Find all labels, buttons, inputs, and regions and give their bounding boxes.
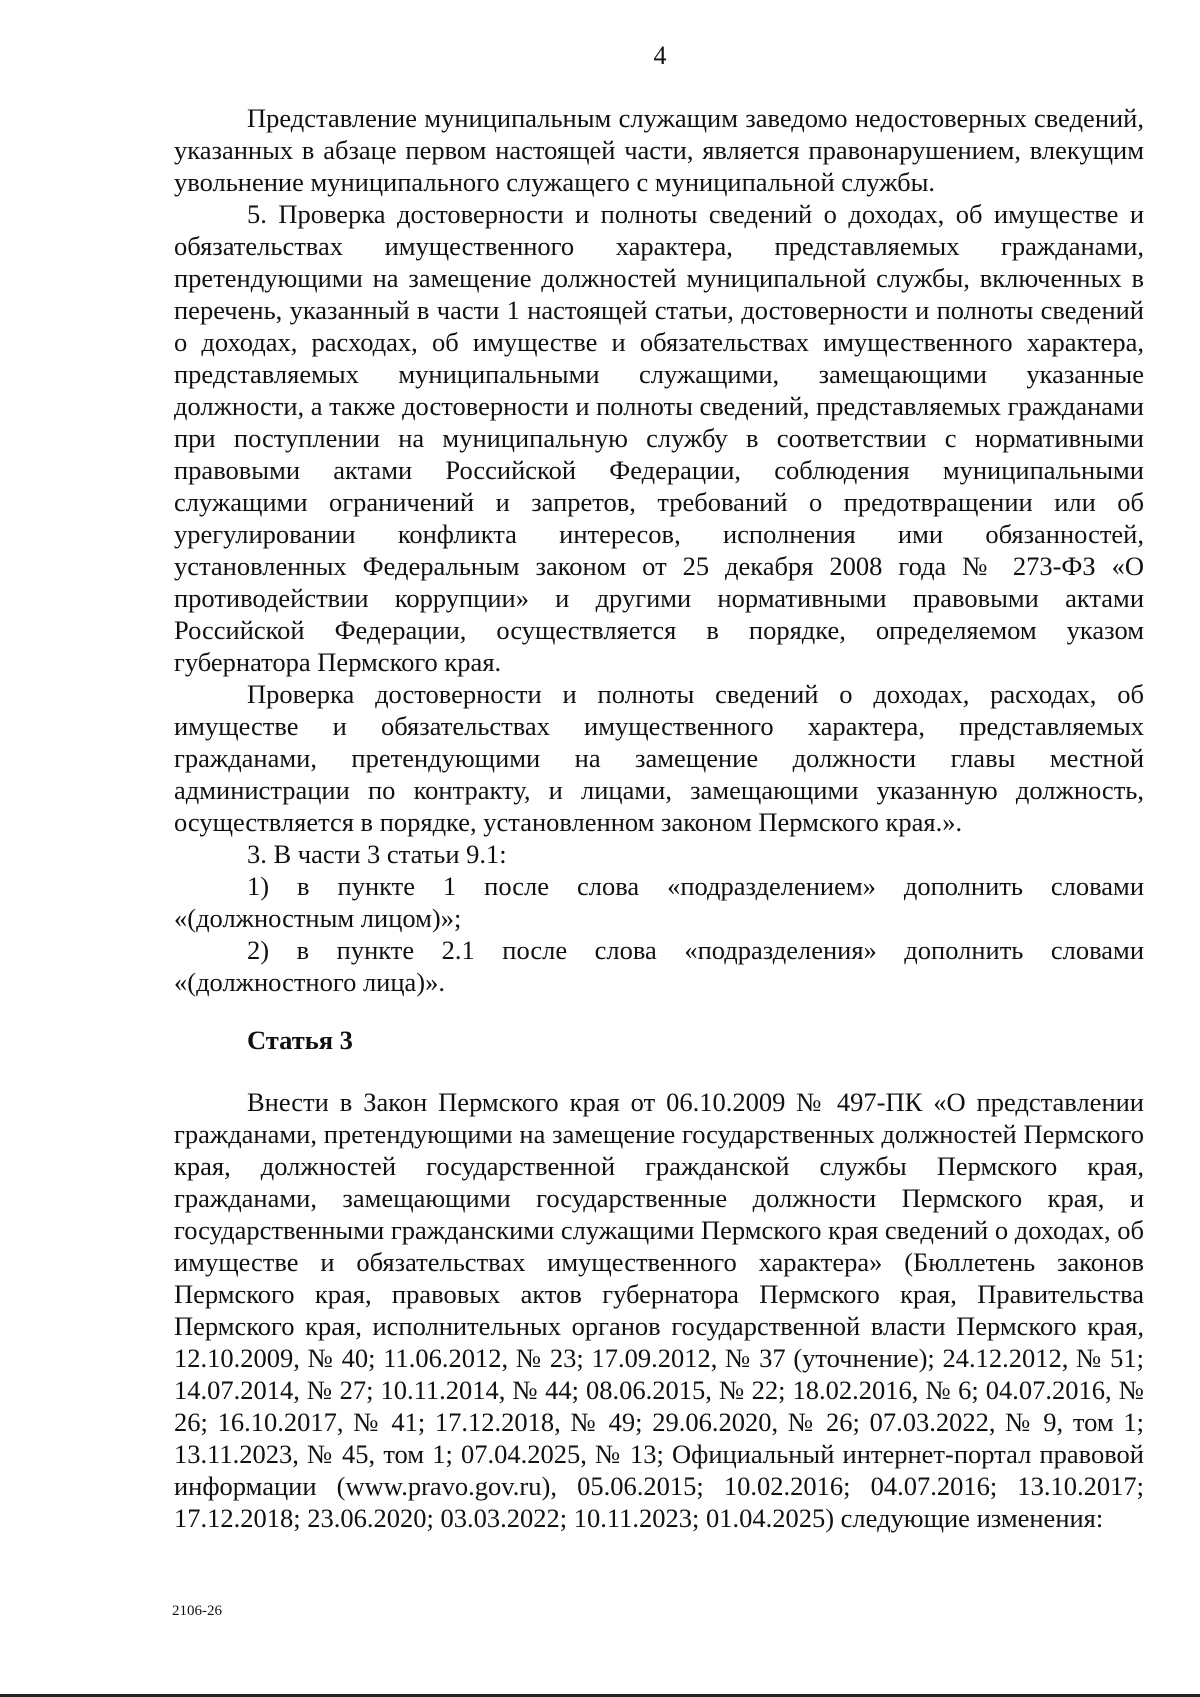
page-number: 4 xyxy=(653,41,667,70)
paragraph-head-of-administration-verification: Проверка достоверности и полноты сведений о доходах, расходах, об имуществе и обязательствах имущественного характера, представляемых гражданами, претендующими на замещение должности главы местной администрации по контракту, и лицами, замещающими указанную должность, осуществляется в порядке, установленном законом Пермского края.». xyxy=(174,679,1144,837)
spacer xyxy=(174,1056,1144,1086)
spacer xyxy=(174,998,1144,1024)
document-code: 2106-26 xyxy=(172,1603,222,1619)
paragraph-subitem-1: 1) в пункте 1 после слова «подразделением» дополнить словами «(должностным лицом)»; xyxy=(174,871,1144,933)
paragraph-item-5-verification: 5. Проверка достоверности и полноты сведений о доходах, об имуществе и обязательствах имущественного характера, представляемых гражданами, претендующими на замещение должностей муниципальной службы, включенных в перечень, указанный в части 1 настоящей статьи, достоверности и полноты сведений о доходах, расходах, об имуществе и обязательствах имущественного характера, представляемых муниципальными служащими, замещающими указанные должности, а также достоверности и полноты сведений, представляемых гражданами при поступлении на муниципальную службу в соответствии с нормативными правовыми актами Российской Федерации, соблюдения муниципальными служащими ограничений и запретов, требований о предотвращении или об урегулировании конфликта интересов, исполнения ими обязанностей, установленных Федеральным законом от 25 декабря 2008 года № 273-ФЗ «О противодействии коррупции» и другими нормативными правовыми актами Российской Федерации, осуществляется в порядке, определяемом указом губернатора Пермского края. xyxy=(174,199,1144,677)
paragraph-article-3-amendments: Внести в Закон Пермского края от 06.10.2009 № 497-ПК «О представлении гражданами, претендующими на замещение государственных должностей Пермского края, должностей государственной гражданской службы Пермского края, гражданами, замещающими государственные должности Пермского края, и государственными гражданскими служащими Пермского края сведений о доходах, об имуществе и обязательствах имущественного характера» (Бюллетень законов Пермского края, правовых актов губернатора Пермского края, Правительства Пермского края, исполнительных органов государственной власти Пермского края, 12.10.2009, № 40; 11.06.2012, № 23; 17.09.2012, № 37 (уточнение); 24.12.2012, № 51; 14.07.2014, № 27; 10.11.2014, № 44; 08.06.2015, № 22; 18.02.2016, № 6; 04.07.2016, № 26; 16.10.2017, № 41; 17.12.2018, № 49; 29.06.2020, № 26; 07.03.2022, № 9, том 1; 13.11.2023, № 45, том 1; 07.04.2025, № 13; Официальный интернет-портал правовой информации (www.pravo.gov.ru), 05.06.2015; 10.02.2016; 04.07.2016; 13.10.2017; 17.12.2018; 23.06.2020; 03.03.2022; 10.11.2023; 01.04.2025) следующие изменения: xyxy=(174,1087,1144,1533)
article-3-heading: Статья 3 xyxy=(247,1025,353,1055)
paragraph-part-3-article-9-1: 3. В части 3 статьи 9.1: xyxy=(247,839,507,869)
paragraph-false-information: Представление муниципальным служащим заведомо недостоверных сведений, указанных в абзаце первом настоящей части, является правонарушением, влекущим увольнение муниципального служащего с муниципальной службы. xyxy=(174,103,1144,197)
paragraph-subitem-2: 2) в пункте 2.1 после слова «подразделения» дополнить словами «(должностного лица)». xyxy=(174,935,1144,997)
document-body xyxy=(174,102,1144,1534)
